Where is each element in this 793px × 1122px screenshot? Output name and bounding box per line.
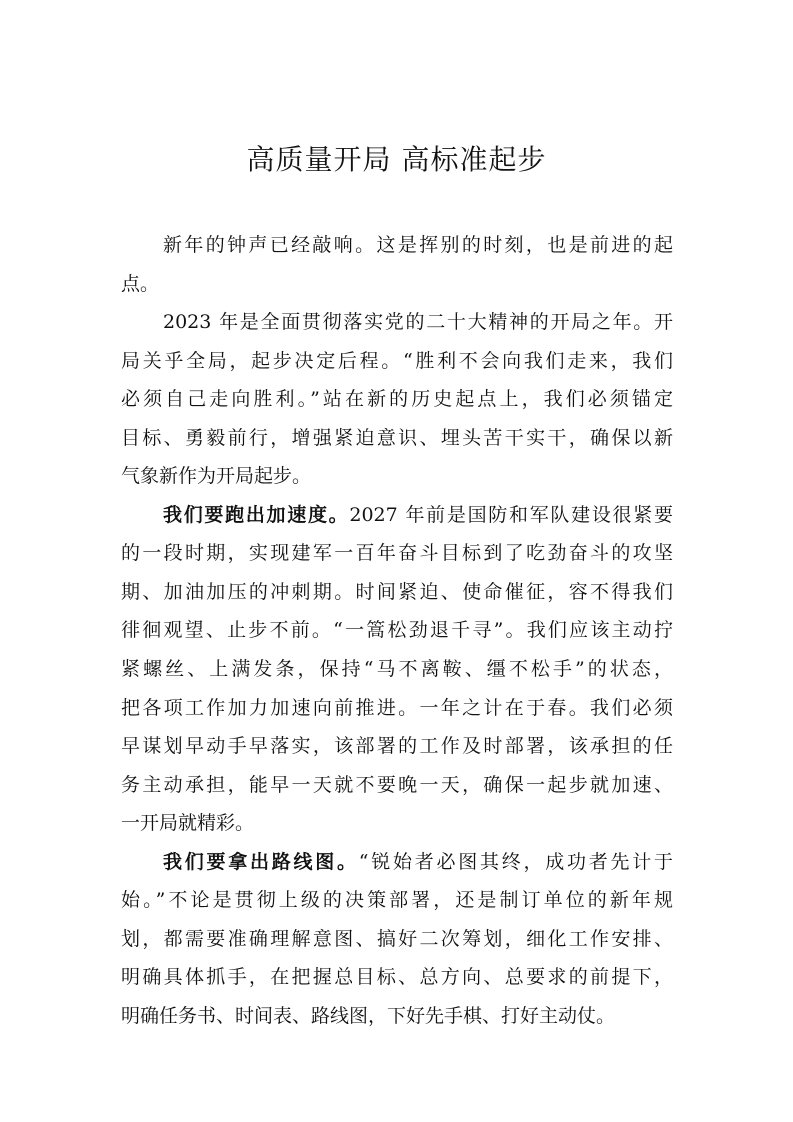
text-line [121, 265, 673, 304]
line-text: 徘徊观望、止步不前。“一篙松劲退千寻”。我们应该主动拧 [121, 619, 673, 642]
line-text: 目标、勇毅前行，增强紧迫意识、埋头苦干实干，确保以新 [121, 426, 673, 449]
line-text: 紧螺丝、上满发条，保持“马不离鞍、缰不松手”的状态， [121, 658, 673, 681]
paragraph-heading: 我们要拿出路线图。 [163, 850, 359, 873]
document-title: 高质量开局 高标准起步 [246, 143, 547, 176]
text-line [121, 457, 673, 496]
line-text: 明确任务书、时间表、路线图，下好先手棋、打好主动仗。 [121, 1004, 616, 1027]
text-line [121, 958, 673, 997]
text-line [121, 226, 673, 265]
line-text: 点。 [121, 272, 160, 295]
line-text: 把各项工作加力加速向前推进。一年之计在于春。我们必须 [121, 696, 673, 719]
line-text: 2027 年前是国防和军队建设很紧要 [349, 503, 673, 526]
text-line [121, 689, 673, 728]
line-text: 务主动承担，能早一天就不要晚一天，确保一起步就加速、 [121, 773, 673, 796]
line-text: 一开局就精彩。 [121, 812, 255, 835]
paragraph [121, 226, 673, 303]
line-text: 早谋划早动手早落实，该部署的工作及时部署，该承担的任 [121, 735, 673, 758]
line-text: 明确具体抓手，在把握总目标、总方向、总要求的前提下， [121, 966, 673, 989]
text-line [121, 881, 673, 920]
line-text: 必须自己走向胜利。”站在新的历史起点上，我们必须锚定 [121, 388, 673, 411]
text-line [121, 997, 673, 1036]
line-text: 气象新作为开局起步。 [121, 465, 312, 488]
text-line [121, 920, 673, 959]
text-line [121, 611, 673, 650]
line-text: 始。”不论是贯彻上级的决策部署，还是制订单位的新年规 [121, 889, 673, 912]
text-line [121, 766, 673, 805]
text-line [121, 380, 673, 419]
document-body [121, 226, 673, 1035]
line-text: 局关乎全局，起步决定后程。“胜利不会向我们走来，我们 [121, 349, 673, 372]
line-text: 的一段时期，实现建军一百年奋斗目标到了吃劲奋斗的攻坚 [121, 542, 673, 565]
paragraph [121, 303, 673, 496]
paragraph [121, 496, 673, 843]
line-text: 期、加油加压的冲刺期。时间紧迫、使命催征，容不得我们 [121, 580, 673, 603]
line-text: 新年的钟声已经敲响。这是挥别的时刻，也是前进的起 [163, 234, 673, 256]
line-text: 划，都需要准确理解意图、搞好二次筹划，细化工作安排、 [121, 927, 673, 950]
line-text: 2023 年是全面贯彻落实党的二十大精神的开局之年。开 [163, 311, 673, 334]
text-line [121, 727, 673, 766]
text-line [121, 573, 673, 612]
paragraph-heading: 我们要跑出加速度。 [163, 503, 350, 526]
line-text: “锐始者必图其终，成功者先计于 [358, 850, 673, 873]
text-line [121, 843, 673, 882]
text-line [121, 419, 673, 458]
text-line [121, 650, 673, 689]
text-line [121, 804, 673, 843]
text-line [121, 303, 673, 342]
text-line [121, 342, 673, 381]
text-line [121, 496, 673, 535]
paragraph [121, 843, 673, 1036]
text-line [121, 534, 673, 573]
